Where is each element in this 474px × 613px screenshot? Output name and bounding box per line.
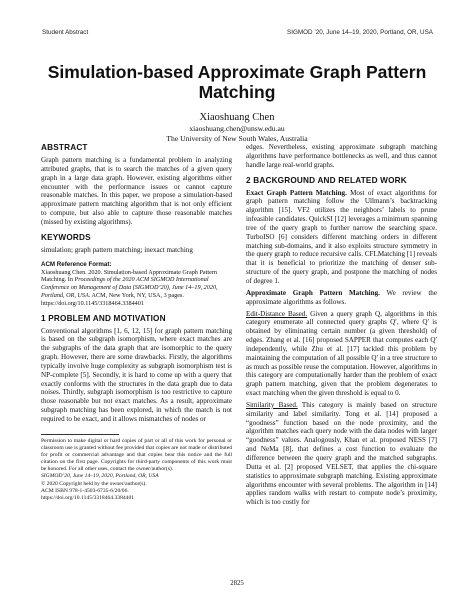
approx-matching-lead: Approximate Graph Pattern Matching. (246, 288, 380, 297)
acm-reference-heading: ACM Reference Format: (41, 260, 112, 268)
running-header-right: SIGMOD ’20, June 14–19, 2020, Portland, OR, USA (287, 29, 433, 36)
approx-matching-paragraph (246, 289, 437, 307)
section1-heading: 1 PROBLEM AND MOTIVATION (41, 313, 166, 323)
abstract-heading: ABSTRACT (41, 143, 88, 152)
author-block (42, 111, 432, 144)
author-name: Xiaoshuang Chen (199, 112, 275, 123)
footnote-copyright: © 2020 Copyright held by the owner/author(s). (41, 480, 147, 487)
paper-title: Simulation-based Approximate Graph Pattern Matching (47, 62, 427, 102)
exact-matching-text: Most of exact algorithms for graph pattern matching follow the Ullmann’s backtracking algorithm [15]. VF2 utilizes the neighbors’ labels to prune infeasible candidates. QuickSI [12] leverages a minimum spanning tree of the query graph to further narrow the searching space. TurboISO [6] considers different matching orders in different matching sub-domains, and it also exploits structure symmetry in the query graph to reduce recursive calls. CFLMatching [1] reveals that it is beneficial to prioritize the matching of denser sub-structure of the query graph, and postpone the matching of nodes of degree 1. (246, 188, 437, 285)
section2-heading: 2 BACKGROUND AND RELATED WORK (246, 175, 407, 185)
author-affiliation: The University of New South Wales, Australia (166, 134, 308, 143)
exact-matching-lead: Exact Graph Pattern Matching. (246, 188, 347, 197)
left-column (41, 143, 232, 424)
edit-distance-paragraph (246, 310, 437, 398)
footnote-isbn: ACM ISBN 978-1-4503-6735-6/20/06. (41, 487, 129, 494)
similarity-lead: Similarity Based. (246, 400, 298, 409)
section1-continuation: edges. Nevertheless, existing approximate subgraph matching algorithms have performance bottlenecks as well, and thus cannot handle large real-world graphs. (246, 143, 437, 169)
footnote-block (41, 438, 232, 502)
footnote-venue: SIGMOD’20, June 14–19, 2020, Portland, OR, USA (41, 473, 159, 480)
running-header-left: Student Abstract (42, 29, 89, 36)
similarity-paragraph (246, 401, 437, 507)
exact-matching-paragraph (246, 189, 437, 286)
acm-reference-part: Xiaoshuang Chen. 2020. Simulation-based Approximate Graph Pattern Matching. In (41, 268, 217, 284)
approx-matching-text: We review the approximate algorithms as follows. (246, 288, 437, 306)
footnote-doi: https://doi.org/10.1145/3318464.3384401 (41, 494, 135, 501)
section1-text: Conventional algorithms [1, 6, 12, 15] for graph pattern matching is based on the subgraph isomorphism, where exact matches are the subgraphs of the data graph that are isomorphic to the query graph. However, there are some drawbacks. Firstly, the algorithms typically involve huge complexity as subgraph isomorphism test is NP-complete [5]. Secondly, it is hard to come up with a query that exactly conforms with the structures in the data graph due to data noises. Thirdly, subgraph isomorphism is too restrictive to capture those reasonable but not exact matches. As a result, approximate subgraph matching has been explored, in which the match is not required to be exact, and it allows mismatches of nodes or (41, 326, 232, 424)
right-column (246, 143, 437, 507)
similarity-text: This category is mainly based on structure similarity and label similarity. Tong et al. [14] proposed a “goodness” function based on the node proximity, and the algorithm matches each query node with the data nodes with larger “goodness” values. Analogously, Khan et al. proposed NESS [7] and NeMa [8], that defines a cost function to evaluate the difference between the query graph and the matched subgraphs. Dutta et al. [2] proposed VELSET, that applies the chi-square statistics to approximate subgraph matching. Existing approximate algorithms encounter with several problems. The algorithm in [14] applies random walks with restart to compute node’s proximity, which is too costly for (246, 400, 437, 507)
keywords-text: simulation; graph pattern matching; inexact matching (41, 245, 193, 254)
acm-reference-proceedings: Proceedings of the 2020 ACM SIGMOD International Conference on Management of Data (SIGMOD’20), June 14–19, 2020, Portland, OR, USA. (41, 276, 218, 299)
abstract-text: Graph pattern matching is a fundamental problem in analyzing attributed graphs, that is to search the matches of a given query graph in a large data graph. However, existing algorithms either encounter with the performance issues or cannot capture reasonable matches. In this paper, we propose a simulation-based approximate pattern matching algorithm that is not only efficient to compute, but also able to capture those reasonable matches (missed by existing algorithms). (41, 156, 232, 226)
edit-distance-text: Given a query graph Q, algorithms in this category enumerate all connected query graphs Q′, where Q′ is obtained by eliminating certain number (a given threshold) of edges. Zhang et al. [16] proposed SAPPER that computes each Q′ independently, while Zhu et al. [17] tackled this problem by maintaining the computation of all possible Q′ in a tree structure to as much as possible reuse the computation. However, algorithms in this category are computationally harder than the problem of exact graph pattern matching, given that the problem degenerates to exact matching when the given threshold is equal to 0. (246, 309, 438, 398)
keywords-heading: KEYWORDS (41, 232, 91, 242)
author-email: xiaoshuang.chen@unsw.edu.au (189, 124, 285, 133)
edit-distance-lead: Edit-Distance Based. (246, 309, 308, 318)
page-number: 2825 (230, 580, 244, 587)
permission-notice: Permission to make digital or hard copies of part or all of this work for personal or classroom use is granted without fee provided that copies are not made or distributed for profit or commercial advantage and that copies bear this notice and the full citation on the first page. Copyrights for third-party components of this work must be honored. For all other uses, contact the owner/author(s). (41, 438, 232, 473)
acm-reference-text (41, 269, 232, 308)
acm-reference-tail: ACM, New York, NY, USA, 3 pages. https://doi.org/10.1145/3318464.3384401 (41, 291, 184, 307)
footnote-rule (41, 434, 119, 435)
